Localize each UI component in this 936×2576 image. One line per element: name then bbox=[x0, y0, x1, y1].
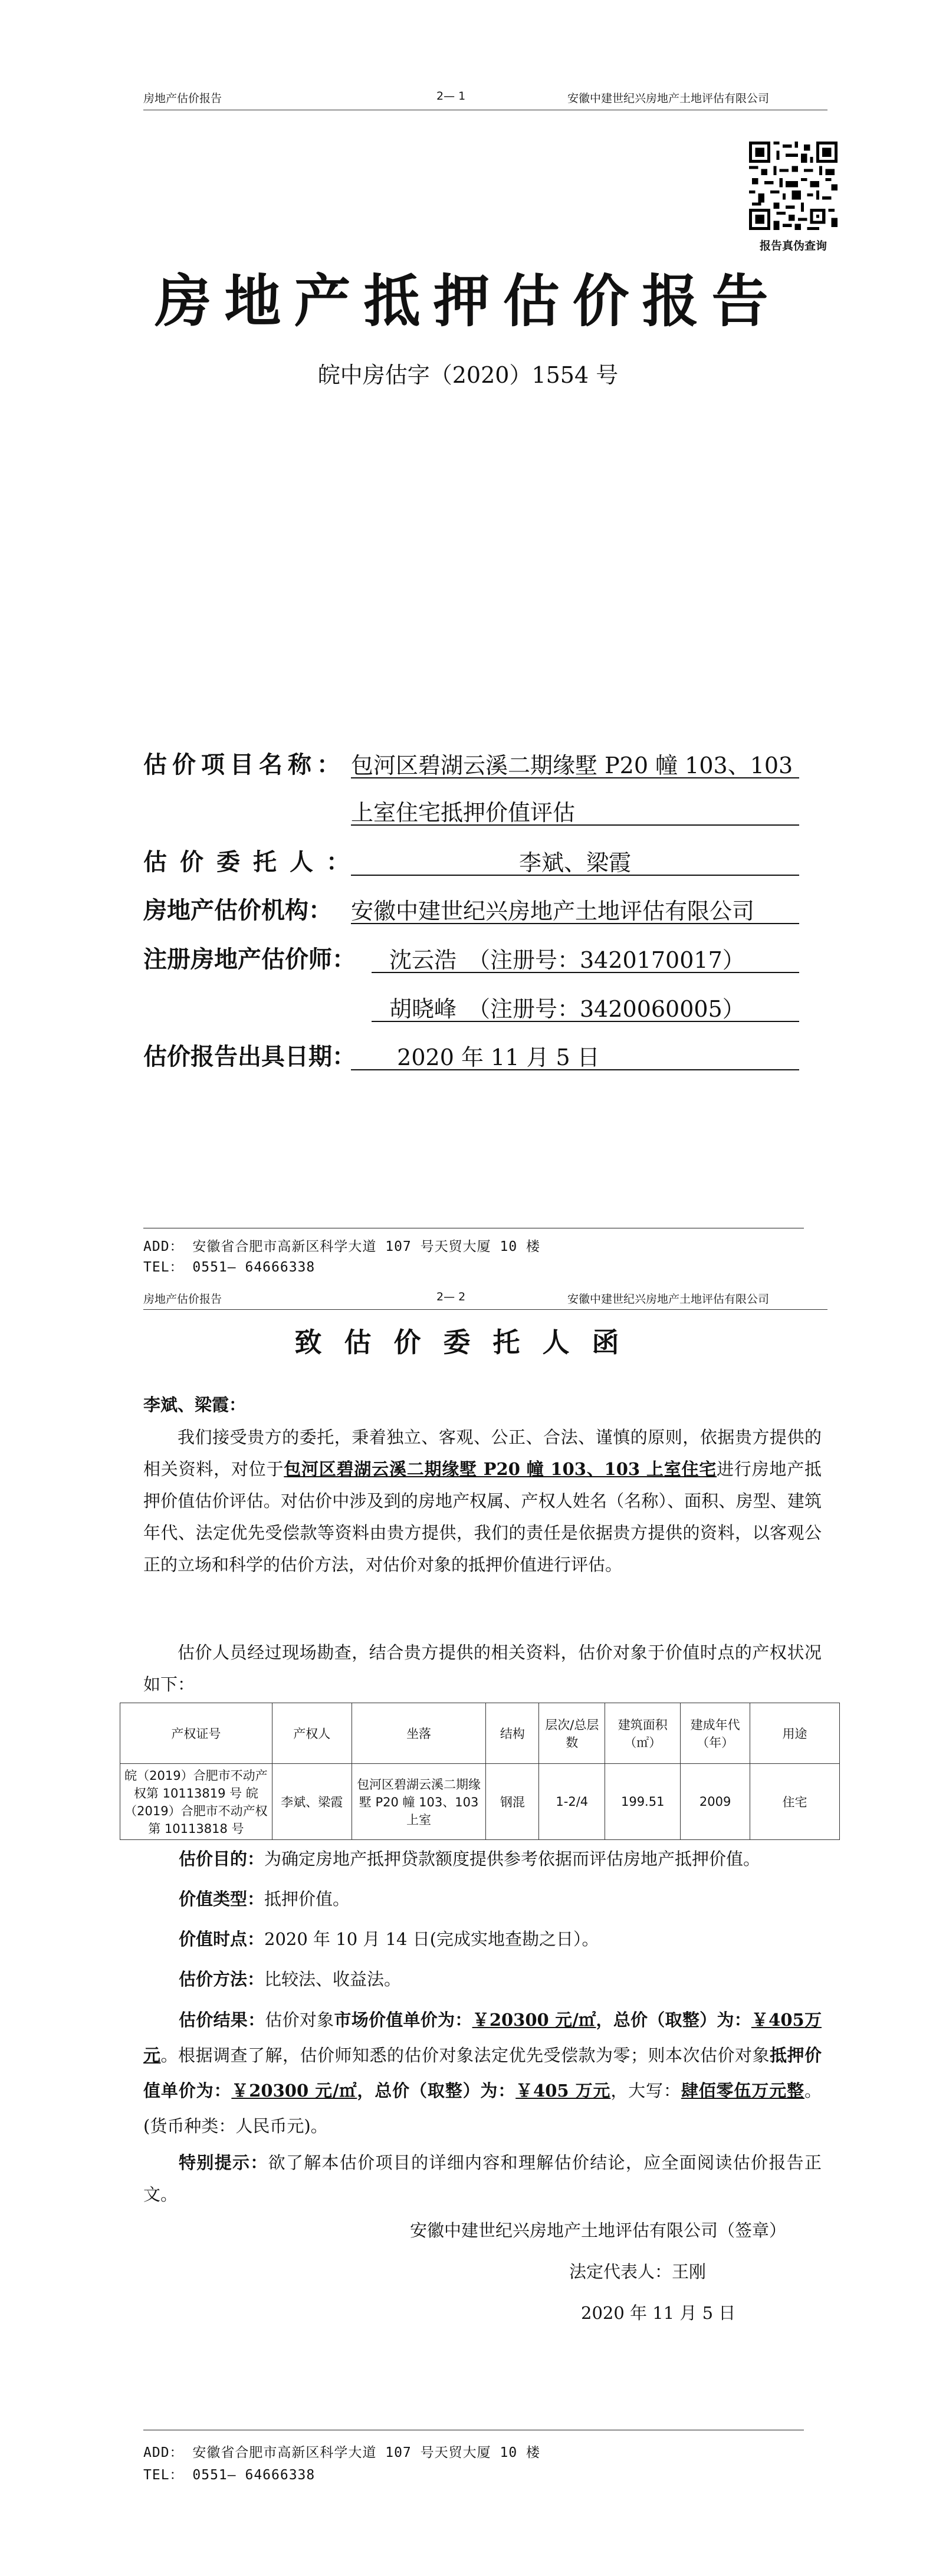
date-underline bbox=[351, 1069, 799, 1070]
cell-year: 2009 bbox=[681, 1764, 750, 1840]
page-header-left: 房地产估价报告 bbox=[143, 92, 222, 105]
project-name-line2: 上室住宅抵押价值评估 bbox=[351, 800, 576, 826]
mortgage-unit-label: 抵押价值单价为： bbox=[143, 2045, 822, 2101]
value-type-label: 价值类型： bbox=[179, 1889, 265, 1909]
signature-date: 2020 年 11 月 5 日 bbox=[581, 2303, 736, 2323]
signature-representative: 法定代表人：王刚 bbox=[569, 2262, 707, 2282]
project-underline-2 bbox=[351, 824, 799, 826]
mortgage-total-label: ，总价（取整）为： bbox=[357, 2081, 516, 2101]
mortgage-unit-price: ￥20300 元/㎡ bbox=[231, 2081, 357, 2101]
cell-structure: 钢混 bbox=[486, 1764, 539, 1840]
col-header: 产权人 bbox=[272, 1703, 352, 1764]
appraiser-underline-2 bbox=[372, 1021, 799, 1022]
market-unit-price: ￥20300 元/㎡ bbox=[472, 2010, 596, 2030]
col-header: 坐落 bbox=[352, 1703, 486, 1764]
col-header: 结构 bbox=[486, 1703, 539, 1764]
method-label: 估价方法： bbox=[179, 1969, 265, 1989]
appraiser-1: 沈云浩 （注册号：3420170017） bbox=[389, 947, 745, 973]
market-unit-label: 市场价值单价为： bbox=[334, 2010, 472, 2030]
purpose-label: 估价目的： bbox=[179, 1849, 265, 1869]
purpose-value: 为确定房地产抵押贷款额度提供参考依据而评估房地产抵押价值。 bbox=[264, 1849, 761, 1869]
value-type-line bbox=[179, 1883, 350, 1915]
project-name-line1: 包河区碧湖云溪二期缘墅 P20 幢 103、103 bbox=[351, 753, 793, 778]
market-total-price: ￥405 bbox=[751, 2010, 804, 2030]
appraiser-2: 胡晓峰 （注册号：3420060005） bbox=[389, 996, 745, 1022]
project-underline-1 bbox=[351, 777, 799, 778]
salutation: 李斌、梁霞： bbox=[143, 1395, 247, 1415]
value-time-label: 价值时点： bbox=[179, 1929, 265, 1949]
agency-name: 安徽中建世纪兴房地产土地评估有限公司 bbox=[351, 898, 755, 924]
intro-text-a: 我们接受贵方的委托，秉着独立、客观、公正、合法、谨慎的原则，依据贵方提供的相关资料，对位于 bbox=[143, 1427, 822, 1479]
cell-owner: 李斌、梁霞 bbox=[272, 1764, 352, 1840]
result-text: ，大写： bbox=[610, 2081, 681, 2101]
appraiser-underline-1 bbox=[372, 972, 799, 973]
footer-address: ADD： 安徽省合肥市高新区科学大道 107 号天贸大厦 10 楼 bbox=[143, 1239, 541, 1254]
document-number: 皖中房估字（2020）1554 号 bbox=[317, 362, 619, 388]
report-title: 房地产抵押估价报告 bbox=[155, 268, 781, 334]
tip-paragraph bbox=[143, 2147, 822, 2210]
agency-label: 房地产估价机构： bbox=[143, 896, 332, 924]
footer-address: ADD： 安徽省合肥市高新区科学大道 107 号天贸大厦 10 楼 bbox=[143, 2445, 541, 2460]
page-number: 2— 2 bbox=[436, 1290, 466, 1303]
cell-floor: 1-2/4 bbox=[539, 1764, 605, 1840]
result-label: 估价结果： bbox=[179, 2010, 265, 2030]
intro-text-c: 进行房地产抵押价值估价评估。对估价中涉及到的房地产权属、产权人姓名（名称）、面积、房型、建筑年代、法定优先受偿款等资料由贵方提供，我们的责任是依据贵方提供的资料，以客观公正的立场和科学的估价方法，对估价对象的抵押价值进行评估。 bbox=[143, 1459, 822, 1575]
result-paragraph bbox=[143, 2002, 822, 2144]
cell-cert-no: 皖（2019）合肥市不动产权第 10113819 号 皖（2019）合肥市不动产权第 10113818 号 bbox=[120, 1764, 272, 1840]
result-text: 估价对象 bbox=[265, 2010, 334, 2030]
result-text: 。根据调查了解，估价师知悉的估价对象法定优先受偿款为零；则本次估价对象 bbox=[160, 2045, 770, 2065]
method-value: 比较法、收益法。 bbox=[264, 1969, 402, 1989]
table-header-row bbox=[120, 1703, 840, 1764]
header-divider bbox=[143, 1309, 827, 1310]
col-header: 建成年代（年） bbox=[681, 1703, 750, 1764]
footer-tel: TEL： 0551— 64666338 bbox=[143, 2467, 316, 2483]
cell-location: 包河区碧湖云溪二期缘墅 P20 幢 103、103 上室 bbox=[352, 1764, 486, 1840]
mortgage-total-price: ￥405 万元 bbox=[515, 2081, 611, 2101]
agency-underline bbox=[351, 923, 799, 924]
intro-paragraph bbox=[143, 1421, 822, 1581]
project-label: 估价项目名称： bbox=[143, 751, 346, 778]
amount-in-words: 肆佰零伍万 bbox=[681, 2081, 770, 2101]
appraiser-label: 注册房地产估价师： bbox=[143, 945, 356, 973]
market-total-unit: 万元 bbox=[143, 2010, 822, 2065]
status-paragraph: 估价人员经过现场勘查，结合贵方提供的相关资料，估价对象于价值时点的产权状况如下： bbox=[143, 1642, 822, 1694]
table-row bbox=[120, 1764, 840, 1840]
page-header-left: 房地产估价报告 bbox=[143, 1293, 222, 1306]
signature-company: 安徽中建世纪兴房地产土地评估有限公司（签章） bbox=[410, 2220, 787, 2240]
tip-text: 欲了解本估价项目的详细内容和理解估价结论，应全面阅读估价报告正文。 bbox=[143, 2153, 822, 2204]
qr-caption: 报告真伪查询 bbox=[759, 239, 827, 252]
currency-note: 。(货币种类：人民币元)。 bbox=[143, 2081, 822, 2136]
tip-label: 特别提示： bbox=[179, 2153, 268, 2173]
col-header: 建筑面积（㎡） bbox=[605, 1703, 681, 1764]
value-type-value: 抵押价值。 bbox=[264, 1889, 350, 1909]
property-rights-table bbox=[120, 1703, 840, 1840]
client-name: 李斌、梁霞 bbox=[518, 850, 631, 876]
page-header-right: 安徽中建世纪兴房地产土地评估有限公司 bbox=[567, 1293, 770, 1306]
cell-area: 199.51 bbox=[605, 1764, 681, 1840]
client-underline bbox=[351, 875, 799, 876]
purpose-line bbox=[179, 1843, 760, 1875]
market-total-label: ，总价（取整）为： bbox=[596, 2010, 751, 2030]
amount-in-words-suffix: 元整 bbox=[769, 2081, 804, 2101]
method-line bbox=[179, 1963, 401, 1995]
letter-title: 致估价委托人函 bbox=[294, 1326, 642, 1358]
qr-code-icon bbox=[749, 142, 838, 230]
value-time-line bbox=[179, 1923, 599, 1955]
col-header: 层次/总层数 bbox=[539, 1703, 605, 1764]
client-label: 估价委托人： bbox=[143, 848, 363, 876]
page-header-right: 安徽中建世纪兴房地产土地评估有限公司 bbox=[567, 92, 770, 105]
page-number: 2— 1 bbox=[436, 90, 466, 103]
footer-tel: TEL： 0551— 64666338 bbox=[143, 1260, 316, 1275]
col-header: 产权证号 bbox=[120, 1703, 272, 1764]
value-time-value: 2020 年 10 月 14 日(完成实地查勘之日）。 bbox=[264, 1929, 599, 1949]
property-location: 包河区碧湖云溪二期缘墅 P20 幢 103、103 上室住宅 bbox=[284, 1459, 717, 1479]
report-date: 2020 年 11 月 5 日 bbox=[397, 1044, 600, 1070]
col-header: 用途 bbox=[750, 1703, 840, 1764]
cell-use: 住宅 bbox=[750, 1764, 840, 1840]
date-label: 估价报告出具日期： bbox=[143, 1043, 356, 1070]
